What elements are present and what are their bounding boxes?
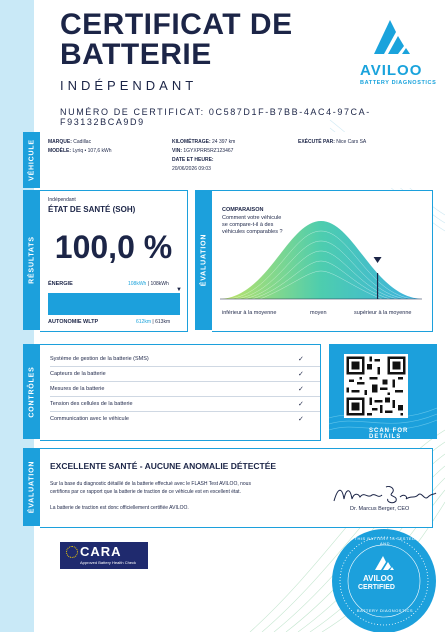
energy-marker-icon: ▼ xyxy=(176,287,182,293)
badge-bottom-text: BATTERY DIAGNOSTICS xyxy=(356,608,414,613)
signature-image xyxy=(330,479,440,509)
conclusion-title: EXCELLENTE SANTÉ - AUCUNE ANOMALIE DÉTECTÉE xyxy=(50,461,277,471)
energy-value: 108kWh | 108kWh xyxy=(128,281,169,287)
certificate-number xyxy=(60,107,445,127)
control-item-5: Communication avec le véhicule xyxy=(50,416,129,422)
divider xyxy=(50,411,320,412)
vehicle-col-1 xyxy=(48,138,112,156)
conclusion-card xyxy=(40,448,433,528)
certificate-number-value: 0C587D1F-B7BB-4AC4-97CA-F93132BCA9D9 xyxy=(60,107,371,127)
soh-value: 100,0 % xyxy=(54,229,173,265)
check-icon: ✓ xyxy=(298,371,304,378)
qr-code-image xyxy=(344,354,408,418)
energy-label: ÉNERGIE xyxy=(48,281,73,287)
control-item-4: Tension des cellules de la batterie xyxy=(50,401,133,407)
results-tab-label: RÉSULTATS xyxy=(28,236,35,284)
divider xyxy=(50,396,320,397)
range-value-text: 612km xyxy=(136,319,152,325)
energy-bar xyxy=(48,293,180,315)
range-value: 612km | 613km xyxy=(136,319,171,325)
comparison-text-2: se compare-t-il à des xyxy=(222,222,274,228)
range-label: AUTONOMIE WLTP xyxy=(48,319,99,325)
mileage-value: 24 397 km xyxy=(212,139,236,145)
signer-name: Dr. Marcus Berger, CEO xyxy=(350,506,410,512)
page-title xyxy=(60,10,293,70)
divider xyxy=(50,366,320,367)
evaluation-tab xyxy=(195,190,212,330)
badge-certified: CERTIFIED xyxy=(358,584,395,591)
independent-badge: Indépendant xyxy=(48,197,76,203)
vehicle-col-3 xyxy=(298,138,366,147)
model-value: Lyriq • 107,6 kWh xyxy=(72,148,112,154)
distribution-curve xyxy=(218,211,424,303)
date-label: DATE ET HEURE: xyxy=(172,157,214,163)
results-tab xyxy=(23,190,40,330)
check-icon: ✓ xyxy=(298,416,304,423)
control-item-1: Système de gestion de la batterie (SMS) xyxy=(50,356,149,362)
executed-by-value: Nice Cars SA xyxy=(336,139,367,145)
logo-tagline: BATTERY DIAGNOSTICS xyxy=(360,80,437,86)
evaluation-card xyxy=(212,190,433,332)
vehicle-section xyxy=(40,132,432,188)
control-item-3: Mesures de la batterie xyxy=(50,386,105,392)
badge-brand: AVILOO xyxy=(363,574,394,583)
logo-name: AVILOO xyxy=(360,62,423,79)
qr-code[interactable] xyxy=(344,354,408,418)
title-line-2: BATTERIE xyxy=(60,38,212,71)
vin-label: VIN: xyxy=(172,148,182,154)
controls-tab-label: CONTRÔLES xyxy=(28,365,35,418)
controls-tab xyxy=(23,344,40,439)
executed-by-label: EXÉCUTÉ PAR: xyxy=(298,139,335,145)
range-max: 613km xyxy=(155,319,171,325)
vin-value: 1GYXPRR5RZ123467 xyxy=(183,148,234,154)
conclusion-text-2: certifions par ce rapport que la batterie de traction de ce véhicule est en excellent état. xyxy=(50,489,241,495)
controls-card xyxy=(40,344,321,441)
comparison-title: COMPARAISON xyxy=(222,207,264,213)
badge-top-text: THIS BATTERY IS TESTED AND xyxy=(354,536,416,546)
check-icon: ✓ xyxy=(298,356,304,363)
comparison-text-1: Comment votre véhicule xyxy=(222,215,282,221)
check-icon: ✓ xyxy=(298,386,304,393)
divider xyxy=(50,381,320,382)
qr-scan-label: SCAN FOR DETAILS xyxy=(369,428,409,440)
vehicle-tab-label: VÉHICULE xyxy=(28,139,35,181)
check-icon: ✓ xyxy=(298,401,304,408)
eu-stars-icon xyxy=(66,546,78,558)
control-item-2: Capteurs de la batterie xyxy=(50,371,106,377)
results-card xyxy=(40,190,188,332)
soh-title: ÉTAT DE SANTÉ (SOH) xyxy=(48,205,136,214)
cara-sub: Approved Battery Health Check xyxy=(80,560,137,565)
qr-panel[interactable] xyxy=(329,344,437,439)
aviloo-logo-icon xyxy=(370,16,414,58)
axis-low-label: inférieur à la moyenne xyxy=(222,310,277,316)
energy-max: 108kWh xyxy=(150,281,169,287)
cara-logo xyxy=(60,542,148,569)
date-value: 20/06/2026 09:03 xyxy=(172,166,211,172)
model-label: MODÈLE: xyxy=(48,148,72,154)
comparison-text-3: véhicules comparables ? xyxy=(222,229,283,235)
axis-mid-label: moyen xyxy=(310,310,327,316)
conclusion-tab-label: ÉVALUATION xyxy=(28,460,35,514)
conclusion-text-1: Sur la base du diagnostic détaillé de la batterie effectué avec le FLASH Test AVILOO, nous xyxy=(50,481,251,487)
conclusion-tab xyxy=(23,448,40,526)
title-line-1: CERTIFICAT DE xyxy=(60,8,293,41)
brand-value: Cadillac xyxy=(73,139,92,145)
page-subtitle: INDÉPENDANT xyxy=(60,78,198,93)
vehicle-tab xyxy=(23,132,40,188)
axis-high-label: supérieur à la moyenne xyxy=(354,310,412,316)
vehicle-col-2 xyxy=(172,138,235,174)
conclusion-text-3: La batterie de traction est donc officiellement certifiée AVILOO. xyxy=(50,505,189,511)
cara-label: CARA xyxy=(80,544,122,559)
energy-value-text: 108kWh xyxy=(128,281,147,287)
mileage-label: KILOMÉTRAGE: xyxy=(172,139,211,145)
brand-label: MARQUE: xyxy=(48,139,72,145)
certificate-number-label: NUMÉRO DE CERTIFICAT: xyxy=(60,107,205,117)
evaluation-tab-label: ÉVALUATION xyxy=(200,233,207,287)
